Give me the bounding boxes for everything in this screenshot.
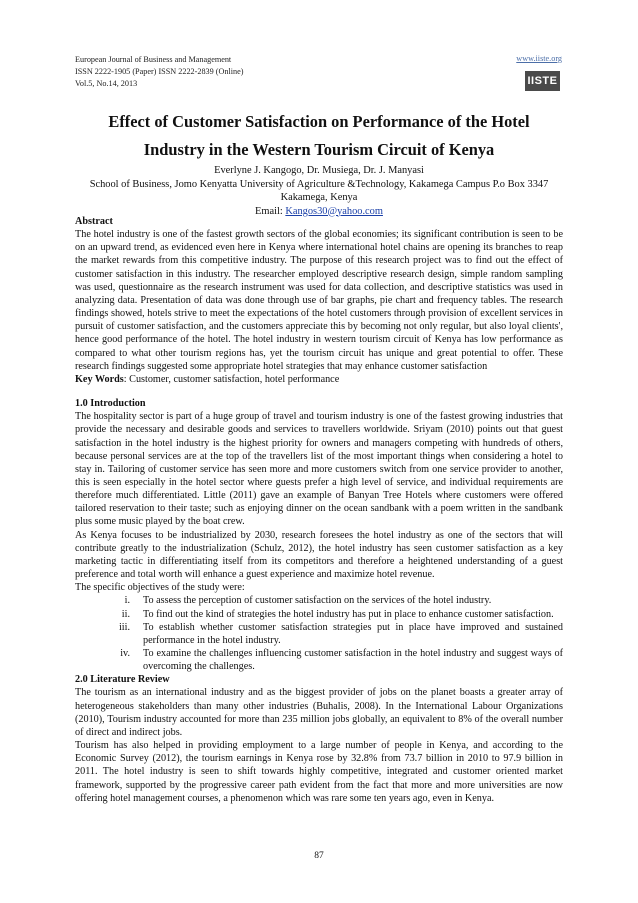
abstract-text: The hotel industry is one of the fastest growth sectors of the global economies; its significant contribution is seen to be on an upward trend, as evidenced even here in Kenya where international hotel chains are opening its branches to reap the market rewards from this competitive industry. The purpose of this research project was to find out the effect of customer satisfaction in this industry. The researcher employed descriptive research design, simple random sampling was used, questionnaire as the research instrument was used for data collection, and descriptive statistics was used in analyzing data. Presentation of data was done through use of bar graphs, pie chart and frequency tables. The research findings showed, hotels strive to meet the expectations of the hotel customers through provision of excellent services in pursuit of customer satisfaction, and the customers appreciate this by becoming not only regular, but also loyal clients', hence good performance of the hotel. The hotel industry in western tourism circuit of Kenya has low performance as compared to what other tourism regions has, yet the tourism circuit has unique and great potential to offer. These research findings suggested some appropriate hotel strategies that may enhance customer satisfaction (75, 229, 563, 372)
objectives-intro: The specific objectives of the study were: (75, 582, 245, 594)
literature-paragraph-2: Tourism has also helped in providing employment to a large number of people in Kenya, and according to the Economic Survey (2012), the tourism earnings in Kenya rose by 32.8% from 73.7 billion in 2010 to 97.9 billion in 2011. The hotel industry is seen to shift towards highly competitive, integrated and customer oriented market framework, supported by the progressive career path evident from the fact that more and more universities are now offering hotel management courses, a phenomenon which was rare some ten years ago, even in Kenya. (75, 740, 563, 804)
paper-body (75, 215, 563, 805)
keywords-line (75, 373, 563, 386)
introduction-heading: 1.0 Introduction (75, 398, 146, 410)
title-line-2: Industry in the Western Tourism Circuit of Kenya (143, 140, 495, 159)
introduction-paragraph-1: The hospitality sector is part of a huge group of travel and tourism industry is one of the fastest growing industries that provide the necessary and desirable goods and services to travellers worldwide. Sriyam (2010) points out that guest satisfaction in the hotel industry is the highest priority for owners and managers competing with hundreds of others, because personal services are at the top of the travellers list of the most important things when considering a hotel to stay in. Tailoring of customer service has seen more and more customers switch from one service provider to another, this is seen especially in the hotel sector where guests prefer a high level of service, and individual requirements are therefore much differentiated. Little (2011) gave an example of Banyan Tree Hotels where customers were offered tailored reservation to their taste; such as enjoying dinner on the ocean sandbank with a poem written in the sandbank plus some music played by the boat crew. (75, 411, 563, 528)
author-block (75, 164, 563, 218)
objective-item (75, 594, 563, 607)
journal-header (75, 54, 244, 90)
objective-number: i. (124, 595, 130, 607)
objective-text: To find out the kind of strategies the hotel industry has put in place to enhance customer satisfaction. (143, 608, 554, 620)
objective-number: iv. (120, 648, 130, 659)
journal-volume: Vol.5, No.14, 2013 (75, 79, 138, 88)
journal-issn: ISSN 2222-1905 (Paper) ISSN 2222-2839 (Online) (75, 67, 244, 76)
literature-review-heading: 2.0 Literature Review (75, 674, 170, 686)
objective-number: ii. (121, 608, 130, 620)
objective-number: iii. (118, 621, 130, 633)
objective-text: To assess the perception of customer satisfaction on the services of the hotel industry. (143, 595, 492, 607)
literature-paragraph-1: The tourism as an international industry and as the biggest provider of jobs on the planet boasts a greater array of heterogeneous stakeholders than many other industries (Buhalis, 2008). In the International Labour Organizations (2010), Tourism industry accounted for more than 235 million jobs globally, an equivalent to 8% of the overall number of direct and indirect jobs. (75, 687, 563, 738)
paper-title (75, 108, 563, 164)
page-number: 87 (314, 851, 324, 861)
email-label: Email: (255, 205, 286, 217)
email-link[interactable]: Kangos30@yahoo.com (285, 205, 383, 217)
keywords-text: : Customer, customer satisfaction, hotel performance (123, 373, 340, 385)
title-line-1: Effect of Customer Satisfaction on Performance of the Hotel (108, 112, 530, 131)
objective-text: To establish whether customer satisfaction strategies put in place have improved and sustained performance in the hotel industry. (143, 621, 563, 646)
introduction-paragraph-2: As Kenya focuses to be industrialized by 2030, research foresees the hotel industry as one of the sectors that will contribute greatly to the industrialization (Schulz, 2012), the hotel industry has seen customer satisfaction as a key marketing tactic in differentiating itself from its competitors and therefore a heightened understanding of a guest preference and total worth will enhance a guest experience and maximize hotel revenue. (75, 529, 563, 581)
journal-url-link[interactable]: www.iiste.org (516, 54, 562, 63)
iiste-logo: IISTE (525, 71, 560, 91)
objective-item (75, 608, 563, 621)
objective-text: To examine the challenges influencing customer satisfaction in the hotel industry and suggest ways of overcoming the challenges. (143, 648, 563, 673)
objective-item (75, 621, 563, 647)
author-names: Everlyne J. Kangogo, Dr. Musiega, Dr. J. Manyasi (214, 165, 424, 176)
journal-name: European Journal of Business and Management (75, 55, 232, 64)
author-affiliation: School of Business, Jomo Kenyatta University of Agriculture &Technology, Kakamega Campus P.o Box 3347 (89, 178, 549, 190)
abstract-heading: Abstract (75, 216, 113, 227)
objective-item (75, 647, 563, 673)
keywords-label: Key Words (75, 373, 124, 385)
author-location: Kakamega, Kenya (280, 192, 358, 203)
